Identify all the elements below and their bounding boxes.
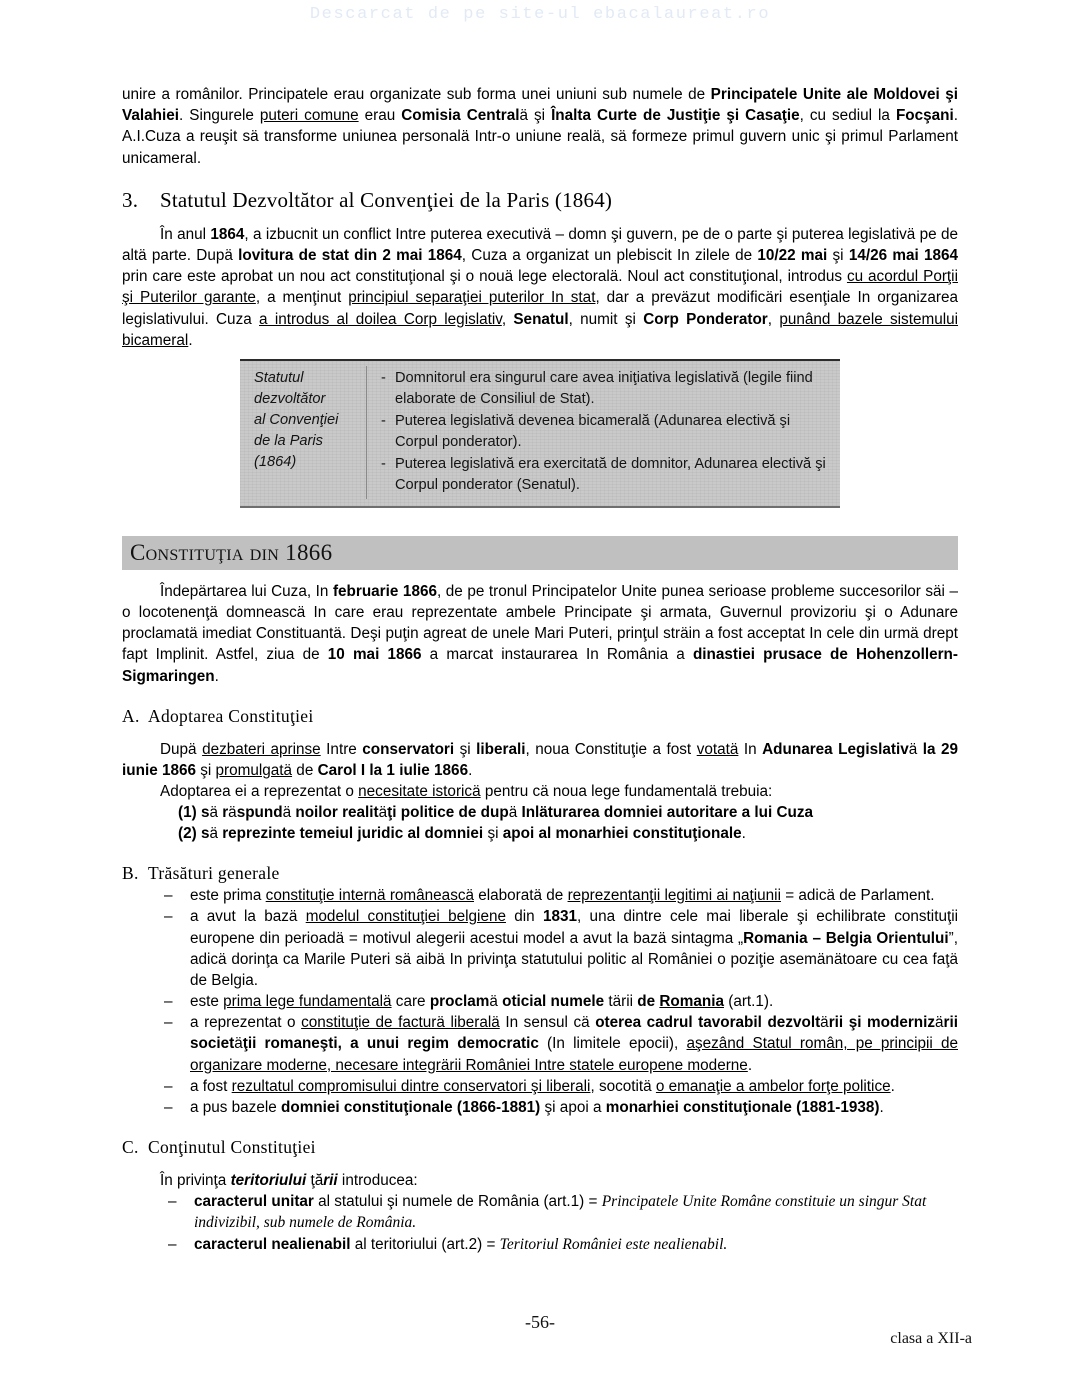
text-underline: votatä: [696, 740, 739, 758]
text-run: şi: [454, 740, 477, 758]
watermark-text: Descarcat de pe site-ul ebacalaureat.ro: [309, 5, 771, 24]
text-run: În anul: [160, 225, 211, 243]
section-a-paragraph-2: [122, 781, 958, 802]
dash-marker: -: [381, 455, 386, 472]
scanned-summary-table: [240, 359, 840, 508]
heading-statutul-dezvoltator: [122, 187, 958, 213]
section-a-point-2: [122, 823, 958, 844]
text-run: este prima: [190, 887, 266, 905]
list-item: [122, 885, 958, 906]
text-run: de: [292, 761, 318, 779]
list-item: [122, 1097, 958, 1118]
table-left-line: Statutul: [254, 369, 304, 386]
text-italic-quote: Teritoriul României este nealienabil.: [499, 1235, 728, 1253]
paragraph-1866: [122, 581, 958, 687]
text-run: ä: [508, 804, 522, 822]
text-underline: aşezând Statul român, pe principii de organizare moderne, necesare integrärii României Intre statele europene moderne: [190, 1035, 959, 1074]
text-underline: punând bazele sistemului bicameral: [122, 310, 959, 349]
text-bold: 1864: [210, 225, 245, 243]
heading-section-a: [122, 705, 958, 728]
text-run: , a menţinut: [255, 289, 349, 307]
heading-section-c: [122, 1136, 958, 1159]
text-run: unire a românilor. Principatele erau organizate sub forma unei uniuni sub numele de: [122, 86, 711, 103]
text-bold: apoi al monarhiei constituţionale: [502, 825, 742, 843]
text-bold: Romania – Belgia Orientului: [743, 929, 949, 947]
section-banner-constitutia-1866: [122, 536, 958, 570]
text-run: ä: [234, 1035, 243, 1053]
text-run: , dar a preväzut modificäri esenţiale In organizarea legislativului. Cuza: [122, 289, 959, 328]
text-run: In sensul cä: [499, 1014, 596, 1032]
text-run: . A.I.Cuza a reuşit sä transforme uniunea personalä Intr-o uniune realä, sä formeze primul guvern unic şi primul Parlament unicameral.: [122, 107, 958, 167]
footer-class-label: clasa a XII-a: [890, 1330, 972, 1347]
dash-marker: –: [164, 1077, 173, 1095]
text-bold: conservatori: [362, 740, 455, 758]
text-run: .: [890, 1077, 895, 1095]
text-bold: Înalta Curte de Justiţie şi Casaţie: [551, 107, 800, 125]
text-bold: r: [222, 804, 229, 822]
text-run: ä: [820, 1014, 829, 1032]
text-run: prin care este aprobat un nou act constituţional şi o nouä lege electoralä. Noul act constituţional, introdus: [122, 268, 847, 286]
text-run: şi apoi a: [540, 1098, 606, 1116]
text-run: care: [391, 993, 430, 1011]
dash-marker: -: [381, 412, 386, 429]
text-bold: rii şi moderniz: [828, 1014, 936, 1032]
text-bold: 1831: [542, 908, 578, 926]
text-run: , a izbucnit un conflict Intre puterea executivä – domn şi guvern, pe de o parte şi puterea legislativä pe de altä parte. Dupä: [122, 225, 958, 265]
list-item: [122, 1076, 958, 1097]
table-right-column: [367, 366, 840, 499]
list-item-text: [190, 1097, 958, 1118]
text-bold: domniei constituţionale (1866-1881): [281, 1098, 541, 1116]
text-underline: constituţie de facturä liberalä: [301, 1014, 500, 1032]
table-left-line: de la Paris: [254, 432, 323, 449]
heading-label: Adoptarea Constituţiei: [148, 705, 314, 726]
text-run: a reprezentat o: [190, 1014, 302, 1032]
dash-marker: –: [164, 1098, 173, 1116]
page-content: [122, 84, 958, 1255]
text-run: . Singurele: [178, 107, 260, 125]
text-underline: rezultatul compromisului dintre conservatori şi liberali: [231, 1077, 591, 1095]
table-left-line: al Convenţiei: [254, 411, 339, 428]
text-run: , adicä dorinţa ca Marile Puteri sä aibä In privinţa statutului politic al României o poziţie asemänätoare cu cea faţä de Belgia.: [190, 929, 959, 989]
heading-number: A.: [122, 705, 140, 726]
text-run: ,: [501, 310, 514, 328]
heading-number: C.: [122, 1137, 139, 1158]
table-left-column: [240, 366, 367, 499]
dash-marker: –: [168, 1235, 177, 1253]
table-item-text: Puterea legislativă era exercitată de domnitor, Adunarea electivă şi Corpul ponderator (Senatul).: [395, 455, 826, 493]
text-run: ä: [228, 804, 237, 822]
table-item-text: Domnitorul era singurul care avea iniţiativa legislativă (legile fiind elaborate de Consiliul de Stat).: [395, 369, 813, 407]
text-underline: necesitate istoricä: [358, 782, 481, 800]
text-bold: spund: [236, 804, 283, 822]
list-item: [122, 906, 958, 991]
text-run: (In limitele epocii),: [538, 1035, 687, 1053]
section-c-list: [122, 1191, 958, 1255]
text-run: erau: [358, 107, 402, 125]
text-underline: o emanaţie a ambelor forţe politice: [655, 1077, 891, 1095]
text-bold: Corp Ponderator: [643, 310, 768, 328]
text-run: al teritoriului (art.2) =: [350, 1235, 500, 1253]
section-a-point-1: [122, 802, 958, 823]
paragraph-1864: [122, 224, 958, 351]
text-italic-quote: Principatele Unite Române constituie un singur Stat indivizibil, sub numele de România.: [194, 1193, 927, 1232]
text-bold: reprezinte temeiul juridic al domniei: [222, 825, 488, 843]
text-run: introducea:: [337, 1171, 418, 1189]
text-run: a avut la bazä: [190, 908, 306, 926]
heading-label: Statutul Dezvoltător al Convenţiei de la Paris (1864): [160, 187, 613, 212]
text-underline: promulgatä: [215, 761, 293, 779]
heading-section-b: [122, 862, 958, 885]
text-run: a fost: [190, 1077, 232, 1095]
table-item-text: Puterea legislativă devenea bicamerală (Adunarea electivă şi Corpul ponderator).: [395, 412, 791, 450]
text-bold: caracterul unitar: [194, 1193, 314, 1210]
text-run: ä: [209, 825, 223, 843]
text-run: , cu sediul la: [799, 107, 896, 125]
text-run: .: [879, 1098, 884, 1116]
text-run: ä: [908, 740, 923, 758]
text-run: a marcat instaurarea In România a: [421, 646, 693, 664]
text-bold: Carol I la 1 iulie 1866: [317, 761, 469, 779]
text-run: ä: [935, 1014, 944, 1032]
section-a-paragraph-1: [122, 739, 958, 781]
banner-title: Constituţia din 1866: [130, 539, 333, 565]
text-bold: februarie 1866: [332, 582, 437, 600]
table-list-item: [381, 454, 828, 496]
text-run: , una dintre cele mai liberale şi echilibrate constituţii europene din perioadä = motivul alegerii acestui model a avut la bazä sintagma „: [190, 908, 958, 947]
text-bold: dinastiei prusace de Hohenzollern-Sigmaringen: [122, 646, 958, 685]
text-run: (art.1).: [723, 993, 774, 1011]
text-bold: Inläturarea domniei autoritare a lui Cuza: [521, 804, 814, 822]
text-run: .: [188, 331, 193, 349]
text-bold: Focşani: [895, 107, 954, 125]
text-run: In: [738, 740, 763, 758]
text-underline: puteri comune: [259, 107, 359, 125]
list-item-text: [190, 1012, 958, 1076]
text-run: Intre: [320, 740, 363, 758]
list-item-text: [194, 1191, 958, 1234]
text-underline: prima lege fundamentalä: [223, 993, 392, 1011]
text-run: , noua Constituţie a fost: [525, 740, 697, 758]
text-bold: ţii romaneşti, a unui regim democratic: [242, 1035, 539, 1053]
text-run: ä: [378, 804, 388, 822]
text-run: pentru cä noua lege fundamentalä trebuia:: [480, 782, 773, 800]
text-underline: modelul constituţiei belgiene: [305, 908, 506, 926]
text-run: ,: [767, 310, 780, 328]
dash-marker: –: [164, 1014, 173, 1032]
text-bold: caracterul nealienabil: [194, 1235, 351, 1253]
text-underline: cu acordul Porţii şi Puterilor garante: [122, 268, 958, 307]
text-bold-underline: Romania: [659, 993, 724, 1011]
list-item: [122, 1012, 958, 1076]
text-bold: 10 mai 1866: [327, 646, 422, 664]
text-run: şi: [487, 825, 503, 843]
text-underline: a introdus al doilea Corp legislativ: [259, 310, 502, 328]
dash-marker: -: [381, 369, 386, 386]
text-run: Adoptarea ei a reprezentat o: [160, 782, 359, 800]
section-b-list: [122, 885, 958, 1118]
text-bold: oticial numele: [502, 993, 609, 1011]
text-underline: principiul separaţiei puterilor In stat: [348, 289, 596, 307]
text-bold: la 29 iunie 1866: [122, 740, 959, 779]
text-run: .: [747, 1056, 753, 1074]
text-run: ä: [489, 993, 503, 1011]
text-run: , Cuza a organizat un plebiscit In zilele de: [461, 247, 758, 265]
text-underline: reprezentanţii legitimi ai naţiunii: [567, 887, 781, 905]
text-bold: 10/22 mai: [757, 247, 828, 265]
text-bold: (2) s: [178, 825, 210, 843]
table-list-item: [381, 411, 828, 453]
text-run: ä: [209, 804, 223, 822]
text-run: este: [190, 993, 224, 1011]
text-bold: oterea cadrul tavorabil dezvolt: [595, 1014, 821, 1032]
text-bold: (1) s: [178, 804, 210, 822]
text-bold: liberali: [476, 740, 526, 758]
list-item-text: [190, 885, 958, 906]
dash-marker: –: [164, 887, 173, 905]
text-run: = adicä de Parlament.: [780, 887, 935, 905]
text-run: , numit şi: [568, 310, 644, 328]
dash-marker: –: [168, 1193, 177, 1210]
heading-label: Trăsături generale: [148, 863, 280, 884]
text-bold: lovitura de stat din 2 mai 1864: [238, 247, 462, 265]
list-item-text: [194, 1234, 958, 1255]
text-run: din: [505, 908, 543, 926]
heading-label: Conţinutul Constituţiei: [148, 1137, 316, 1158]
text-run: a pus bazele: [190, 1098, 281, 1116]
text-underline: dezbateri aprinse: [202, 740, 321, 758]
list-item: [122, 991, 958, 1012]
text-bold-italic: teritoriului: [230, 1171, 311, 1189]
list-item: [122, 1234, 958, 1255]
intro-paragraph: [122, 84, 958, 169]
list-item-text: [190, 991, 958, 1012]
table-list-item: [381, 368, 828, 410]
text-run: ţă: [310, 1171, 324, 1189]
text-run: Dupä: [160, 740, 203, 758]
text-run: .: [468, 761, 473, 779]
text-run: ä: [282, 804, 296, 822]
dash-marker: –: [164, 993, 173, 1011]
text-run: al statului şi numele de România (art.1) =: [313, 1193, 602, 1210]
text-bold: Adunarea Legislativ: [762, 740, 909, 758]
text-bold: noilor realit: [295, 804, 379, 822]
text-bold: de: [637, 993, 660, 1011]
list-item: [122, 1191, 958, 1234]
text-run: şi: [195, 761, 216, 779]
heading-number: 3.: [122, 187, 139, 212]
text-bold: Principatele Unite ale Moldovei şi Valahiei: [122, 86, 958, 125]
table-left-line: dezvoltător: [254, 390, 326, 407]
dash-marker: –: [164, 908, 173, 926]
text-bold: Senatul: [513, 310, 569, 328]
text-run: În privinţa: [160, 1171, 231, 1189]
text-run: ä şi: [519, 107, 552, 125]
text-run: şi: [827, 247, 849, 265]
text-run: ”: [948, 929, 954, 947]
text-run: , socotitä: [590, 1077, 656, 1095]
text-bold-italic: rii: [323, 1171, 338, 1189]
text-run: , de pe tronul Principatelor Unite punea serioase probleme succesorilor säi – o locotenenţä domneascä In care erau reprezentate ambele Principate şi armata, Guvernul provizoriu şi o Adunare proclamatä imediat Constituantä. Deşi puţin agreat de unele Mari Puteri, prinţul sträin a fost acceptat In cele din urmä drept fapt Implinit. Astfel, ziua de: [122, 582, 958, 664]
text-bold: 14/26 mai 1864: [848, 247, 959, 265]
list-item-text: [190, 906, 958, 991]
text-run: tärii: [608, 993, 638, 1011]
text-run: elaboratä de: [474, 887, 568, 905]
text-bold: monarhiei constituţionale (1881-1938): [605, 1098, 880, 1116]
text-bold: proclam: [429, 993, 490, 1011]
text-run: .: [214, 667, 219, 685]
text-bold: ţi politice de dup: [387, 804, 509, 822]
section-c-intro: [122, 1170, 958, 1191]
text-run: .: [741, 825, 746, 843]
footer-page-number: -56-: [525, 1312, 555, 1332]
heading-number: B.: [122, 863, 139, 884]
text-run: Îndepärtarea lui Cuza, In: [160, 582, 333, 600]
table-left-line: (1864): [254, 453, 297, 470]
text-bold: Comisia Central: [401, 107, 520, 125]
text-underline: constituţie internä româneascä: [265, 887, 474, 905]
text-bold: rii societ: [190, 1014, 958, 1053]
list-item-text: [190, 1076, 958, 1097]
